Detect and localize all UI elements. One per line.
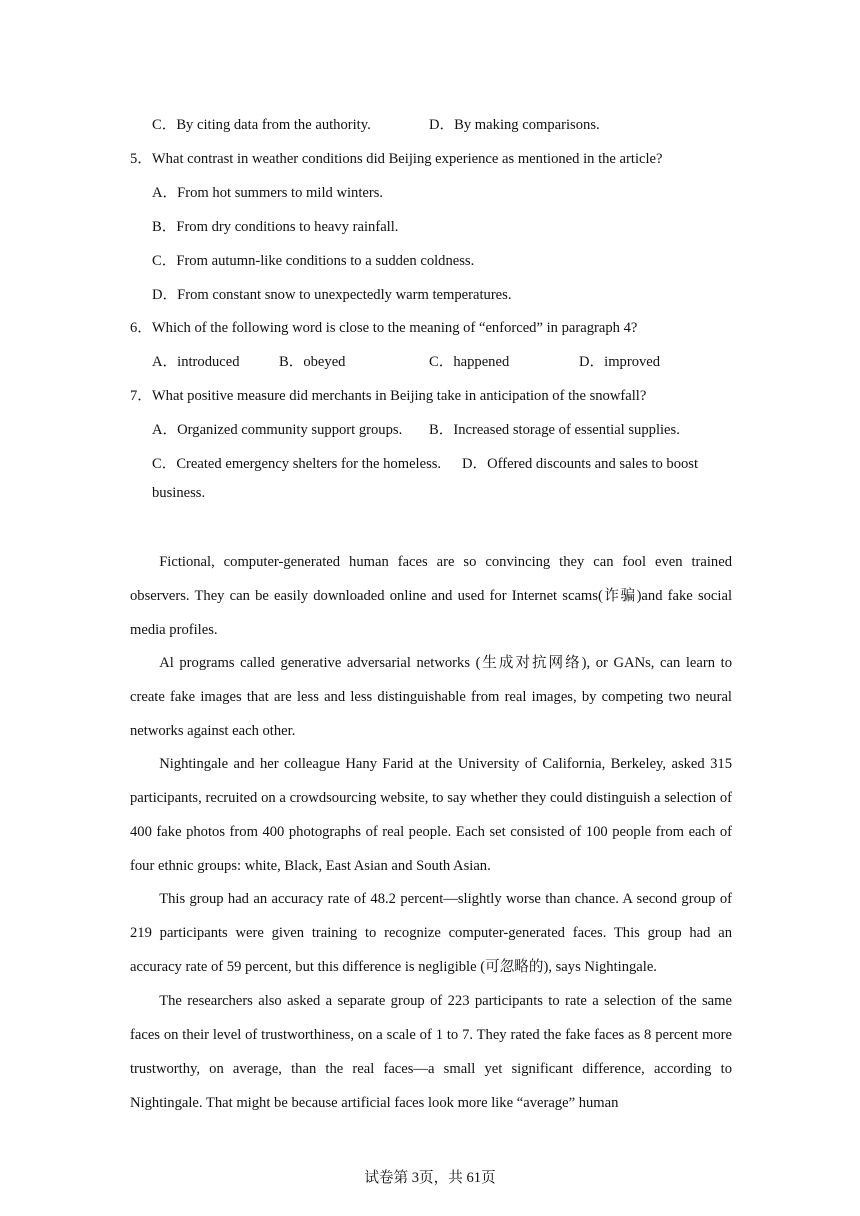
q4-option-c: C．By citing data from the authority. bbox=[152, 117, 371, 133]
q7-option-c: C．Created emergency shelters for the homeless. bbox=[152, 456, 442, 472]
q6-option-b: B．obeyed bbox=[279, 354, 346, 370]
passage-paragraph-1: Fictional, computer-generated human faces are so convincing they can fool even trained observers. They can be easily downloaded online and used for Internet scams(诈骗)and fake social media profiles. bbox=[130, 554, 732, 638]
q5-option-d: D．From constant snow to unexpectedly warm temperatures. bbox=[152, 287, 512, 303]
q6-stem: 6．Which of the following word is close to the meaning of “enforced” in paragraph 4? bbox=[130, 320, 638, 336]
q7-option-d: D．Offered discounts and sales to boost bbox=[462, 456, 699, 472]
q5-option-c: C．From autumn-like conditions to a sudden coldness. bbox=[152, 253, 475, 269]
q7-option-a: A．Organized community support groups. bbox=[152, 422, 403, 438]
q4-option-d: D．By making comparisons. bbox=[429, 117, 600, 133]
passage-paragraph-4: This group had an accuracy rate of 48.2 percent—slightly worse than chance. A second group of 219 participants were given training to recognize computer-generated faces. This group had an accuracy rate of 59 percent, but this difference is negligible (可忽略的), says Nightingale. bbox=[130, 891, 732, 975]
q6-option-d: D．improved bbox=[579, 354, 661, 370]
q6-option-a: A．introduced bbox=[152, 354, 240, 370]
q5-option-a: A．From hot summers to mild winters. bbox=[152, 185, 384, 201]
page-footer: 试卷第 3页，共 61页 bbox=[364, 1170, 496, 1186]
q7-option-d-continued: business. bbox=[152, 485, 206, 501]
passage-paragraph-3: Nightingale and her colleague Hany Farid at the University of California, Berkeley, asked 315 participants, recruited on a crowdsourcing website, to say whether they could distinguish a selection of 400 fake photos from 400 photographs of real people. Each set consisted of 100 people from each of four ethnic groups: white, Black, East Asian and South Asian. bbox=[130, 756, 732, 874]
q5-stem: 5．What contrast in weather conditions did Beijing experience as mentioned in the article? bbox=[130, 151, 663, 167]
q5-option-b: B．From dry conditions to heavy rainfall. bbox=[152, 219, 399, 235]
q7-option-b: B．Increased storage of essential supplies. bbox=[429, 422, 680, 438]
passage-paragraph-5: The researchers also asked a separate group of 223 participants to rate a selection of the same faces on their level of trustworthiness, on a scale of 1 to 7. They rated the fake faces as 8 percent more trustworthy, on average, than the real faces—a small yet significant difference, according to Nightingale. That might be because artificial faces look more like “average” human bbox=[130, 993, 732, 1111]
passage-paragraph-2: Al programs called generative adversarial networks (生成对抗网络), or GANs, can learn to create fake images that are less and less distinguishable from real images, by competing two neural networks against each other. bbox=[130, 655, 732, 739]
q6-option-c: C．happened bbox=[429, 354, 510, 370]
q7-stem: 7．What positive measure did merchants in Beijing take in anticipation of the snowfall? bbox=[130, 388, 647, 404]
